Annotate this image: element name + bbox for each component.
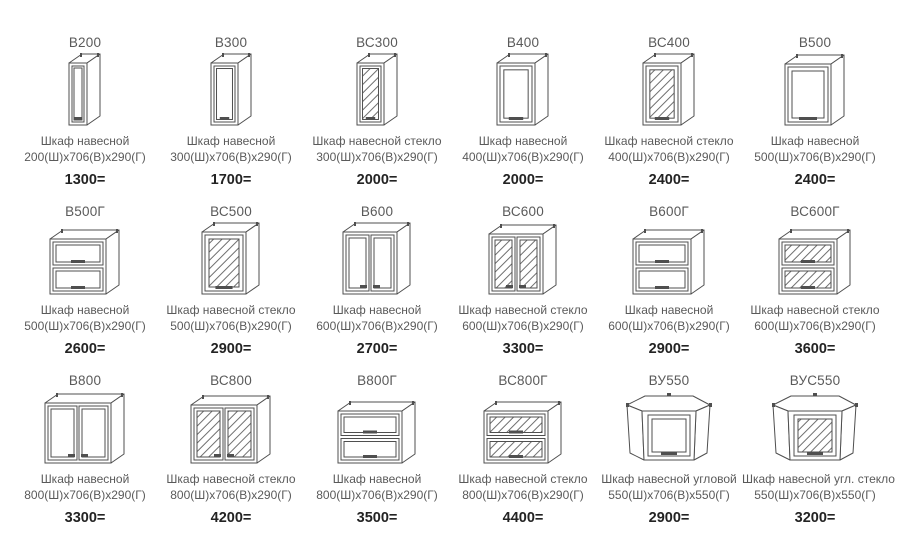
product-price: 4400= [502, 510, 544, 526]
product-card [742, 195, 888, 364]
product-card [742, 364, 895, 533]
product-description [12, 302, 158, 334]
product-dimensions: 800(Ш)х706(В)х290(Г) [170, 488, 292, 502]
product-description [742, 302, 888, 334]
product-type: Шкаф навесной [40, 472, 130, 486]
product-dimensions: 400(Ш)х706(В)х290(Г) [462, 150, 584, 164]
product-card [450, 195, 596, 364]
product-description [304, 471, 450, 503]
product-price: 3500= [356, 510, 398, 526]
cabinet-drawing-horizontal-flaps [304, 391, 450, 465]
product-code: В300 [214, 35, 248, 50]
product-dimensions: 300(Ш)х706(В)х290(Г) [316, 150, 438, 164]
product-description [450, 471, 596, 503]
product-price: 2900= [648, 510, 690, 526]
product-price: 2600= [64, 341, 106, 357]
product-dimensions: 300(Ш)х706(В)х290(Г) [170, 150, 292, 164]
product-card [742, 26, 888, 195]
product-description [158, 133, 304, 165]
product-price: 2700= [356, 341, 398, 357]
product-type: Шкаф навесной [40, 303, 130, 317]
product-dimensions: 400(Ш)х706(В)х290(Г) [608, 150, 730, 164]
product-description [596, 133, 742, 165]
product-type: Шкаф навесной стекло [604, 134, 734, 148]
product-card [304, 364, 450, 533]
cabinet-drawing-horizontal-glass-flaps [450, 391, 596, 465]
product-code: ВУС550 [789, 373, 841, 388]
product-type: Шкаф навесной [332, 303, 422, 317]
product-card [450, 26, 596, 195]
product-card [158, 195, 304, 364]
product-code: В200 [68, 35, 102, 50]
cabinet-drawing-double-door [304, 222, 450, 296]
product-dimensions: 500(Ш)х706(В)х290(Г) [754, 150, 876, 164]
product-type: Шкаф навесной [478, 134, 568, 148]
product-type: Шкаф навесной стекло [458, 472, 588, 486]
product-price: 1700= [210, 172, 252, 188]
product-code: В500 [798, 35, 832, 50]
product-type: Шкаф навесной [624, 303, 714, 317]
product-type: Шкаф навесной стекло [458, 303, 588, 317]
product-card [12, 364, 158, 533]
product-description [12, 133, 158, 165]
cabinet-drawing-double-glass-door [450, 222, 596, 296]
product-description [158, 471, 304, 503]
product-code: В600Г [649, 204, 689, 219]
product-code: ВС800 [210, 373, 252, 388]
product-dimensions: 500(Ш)х706(В)х290(Г) [170, 319, 292, 333]
product-description [450, 133, 596, 165]
product-dimensions: 550(Ш)х706(В)х550(Г) [754, 488, 876, 502]
product-description [742, 471, 895, 503]
product-type: Шкаф навесной угловой [601, 472, 737, 486]
product-type: Шкаф навесной стекло [166, 472, 296, 486]
product-description [596, 302, 742, 334]
product-card [304, 26, 450, 195]
product-price: 2000= [502, 172, 544, 188]
product-type: Шкаф навесной [40, 134, 130, 148]
product-card [12, 195, 158, 364]
cabinet-drawing-horizontal-flaps [12, 222, 158, 296]
cabinet-drawing-single-glass-door [158, 222, 304, 296]
product-description [742, 133, 888, 165]
product-code: В800 [68, 373, 102, 388]
product-code: ВС400 [648, 35, 690, 50]
product-card [596, 26, 742, 195]
product-description [158, 302, 304, 334]
product-type: Шкаф навесной [332, 472, 422, 486]
product-type: Шкаф навесной стекло [166, 303, 296, 317]
product-card [450, 364, 596, 533]
cabinet-drawing-single-door [12, 53, 158, 127]
product-code: ВС800Г [498, 373, 548, 388]
cabinet-drawing-single-door [450, 53, 596, 127]
product-card [596, 364, 742, 533]
product-price: 4200= [210, 510, 252, 526]
product-code: ВУ550 [648, 373, 690, 388]
product-dimensions: 800(Ш)х706(В)х290(Г) [24, 488, 146, 502]
product-code: В800Г [357, 373, 397, 388]
cabinet-drawing-double-door [12, 391, 158, 465]
product-type: Шкаф навесной [186, 134, 276, 148]
product-card [158, 364, 304, 533]
product-price: 2900= [210, 341, 252, 357]
product-description [596, 471, 742, 503]
cabinet-drawing-single-glass-door [596, 53, 742, 127]
cabinet-drawing-single-glass-door [304, 53, 450, 127]
product-dimensions: 200(Ш)х706(В)х290(Г) [24, 150, 146, 164]
product-description [450, 302, 596, 334]
product-type: Шкаф навесной стекло [750, 303, 880, 317]
product-dimensions: 800(Ш)х706(В)х290(Г) [316, 488, 438, 502]
product-code: В600 [360, 204, 394, 219]
product-dimensions: 800(Ш)х706(В)х290(Г) [462, 488, 584, 502]
product-dimensions: 550(Ш)х706(В)х550(Г) [608, 488, 730, 502]
product-type: Шкаф навесной стекло [312, 134, 442, 148]
product-card [12, 26, 158, 195]
cabinet-drawing-horizontal-glass-flaps [742, 222, 888, 296]
cabinet-drawing-corner-glass [742, 391, 888, 465]
product-dimensions: 600(Ш)х706(В)х290(Г) [754, 319, 876, 333]
product-card [596, 195, 742, 364]
product-price: 3300= [64, 510, 106, 526]
product-price: 3300= [502, 341, 544, 357]
product-card [158, 26, 304, 195]
product-price: 2400= [648, 172, 690, 188]
product-price: 3600= [794, 341, 836, 357]
product-dimensions: 600(Ш)х706(В)х290(Г) [316, 319, 438, 333]
product-description [304, 133, 450, 165]
product-code: ВС500 [210, 204, 252, 219]
cabinet-drawing-double-glass-door [158, 391, 304, 465]
product-price: 3200= [794, 510, 836, 526]
product-dimensions: 500(Ш)х706(В)х290(Г) [24, 319, 146, 333]
product-dimensions: 600(Ш)х706(В)х290(Г) [462, 319, 584, 333]
product-price: 2000= [356, 172, 398, 188]
product-code: ВС600 [502, 204, 544, 219]
cabinet-drawing-single-door [742, 53, 888, 127]
product-price: 1300= [64, 172, 106, 188]
product-code: В500Г [65, 204, 105, 219]
product-dimensions: 600(Ш)х706(В)х290(Г) [608, 319, 730, 333]
product-code: В400 [506, 35, 540, 50]
product-description [304, 302, 450, 334]
product-price: 2400= [794, 172, 836, 188]
product-card [304, 195, 450, 364]
product-price: 2900= [648, 341, 690, 357]
product-type: Шкаф навесной угл. стекло [742, 472, 895, 486]
product-code: ВС300 [356, 35, 398, 50]
cabinet-drawing-horizontal-flaps [596, 222, 742, 296]
product-code: ВС600Г [790, 204, 840, 219]
cabinet-drawing-single-door [158, 53, 304, 127]
product-description [12, 471, 158, 503]
product-type: Шкаф навесной [770, 134, 860, 148]
cabinet-drawing-corner [596, 391, 742, 465]
